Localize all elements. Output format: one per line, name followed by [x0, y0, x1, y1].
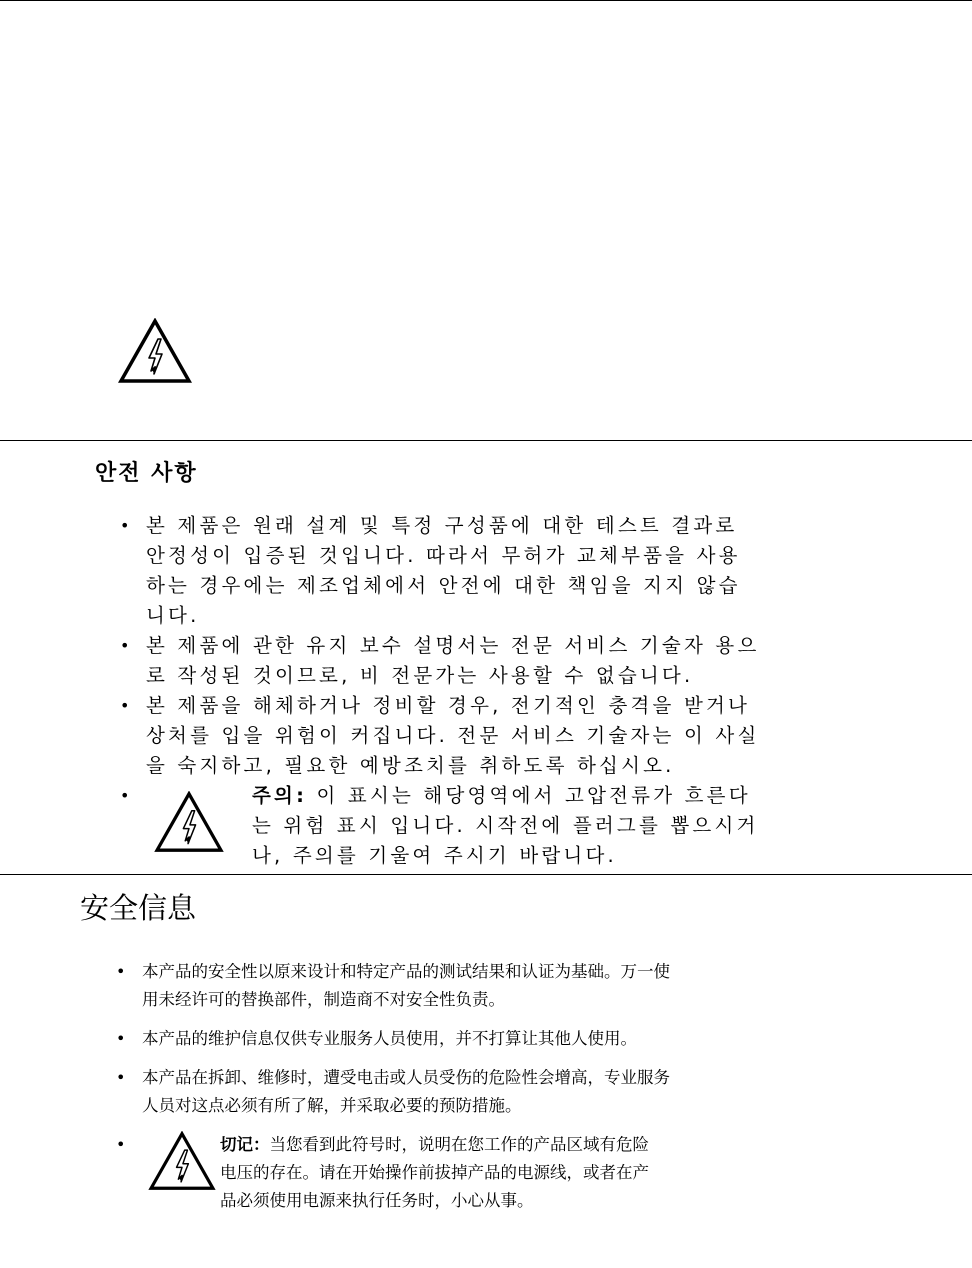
caution-body: 이 표시는 해당영역에서 고압전류가 흐른다는 위험 표시 입니다. 시작전에 플러그를 뽑으시거나, 주의를 기울여 주시기 바랍니다. — [252, 784, 759, 867]
caution-text — [220, 1131, 660, 1215]
list-item-text: 本产品的维护信息仅供专业服务人员使用，并不打算让其他人使用。 — [142, 1029, 637, 1048]
korean-safety-list — [120, 511, 760, 881]
section-divider-chinese — [0, 874, 972, 875]
list-item — [116, 1064, 676, 1120]
bullet: • — [120, 516, 133, 535]
list-item-text: 本产品的安全性以原来设计和特定产品的测试结果和认证为基础。万一使用未经许可的替换部件，制造商不对安全性负责。 — [142, 962, 670, 1009]
list-item — [120, 631, 760, 691]
list-item-text: 본 제품은 원래 설계 및 특정 구성품에 대한 테스트 결과로 안정성이 입증된 것입니다. 따라서 무허가 교체부품을 사용하는 경우에는 제조업체에서 안전에 대한 책임을 지지 않습니다. — [146, 514, 741, 627]
list-item — [120, 511, 760, 631]
list-item-text: 本产品在拆卸、维修时，遭受电击或人员受伤的危险性会增高，专业服务人员对这点必须有所了解，并采取必要的预防措施。 — [142, 1068, 670, 1115]
chinese-safety-list — [116, 958, 676, 1262]
caution-body: 当您看到此符号时，说明在您工作的产品区域有危险电压的存在。请在开始操作前拔掉产品的电源线，或者在产品必须使用电源来执行任务时，小心从事。 — [220, 1135, 649, 1210]
bullet: • — [116, 1135, 126, 1154]
caution-list-item — [116, 1131, 676, 1251]
caution-text — [252, 781, 772, 871]
bullet: • — [120, 786, 133, 805]
high-voltage-warning-icon — [148, 1131, 216, 1191]
bullet: • — [116, 1068, 126, 1087]
caution-list-item — [120, 781, 760, 881]
top-rule — [0, 0, 972, 1]
caution-label: 切记： — [220, 1135, 270, 1154]
high-voltage-warning-icon — [154, 791, 224, 853]
caution-label: 주의: — [252, 784, 308, 807]
section-divider-korean — [0, 440, 972, 441]
bullet: • — [116, 1029, 126, 1048]
list-item — [116, 1025, 676, 1053]
korean-safety-title: 안전 사항 — [95, 461, 198, 486]
list-item-text: 본 제품에 관한 유지 보수 설명서는 전문 서비스 기술자 용으로 작성된 것이므로, 비 전문가는 사용할 수 없습니다. — [146, 634, 760, 687]
bullet: • — [120, 696, 133, 715]
bullet: • — [116, 962, 126, 981]
list-item-text: 본 제품을 해체하거나 정비할 경우, 전기적인 충격을 받거나 상처를 입을 위험이 커집니다. 전문 서비스 기술자는 이 사실을 숙지하고, 필요한 예방조치를 취하도록 하십시오. — [146, 694, 760, 777]
list-item — [116, 958, 676, 1014]
chinese-safety-title: 安全信息 — [80, 891, 197, 925]
bullet: • — [120, 636, 133, 655]
list-item — [120, 691, 760, 781]
high-voltage-warning-icon — [118, 318, 192, 384]
